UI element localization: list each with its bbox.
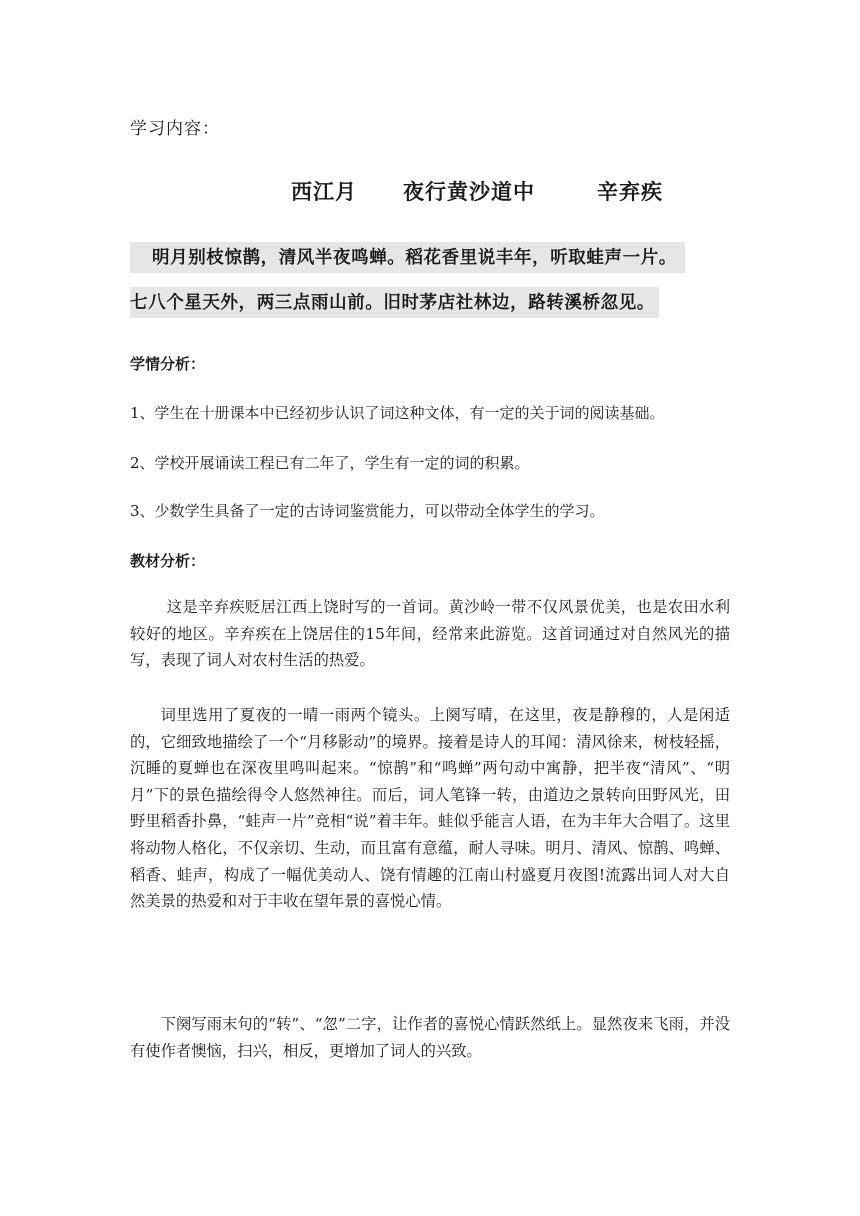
- learning-analysis-item: 2、学校开展诵读工程已有二年了，学生有一定的词的积累。: [130, 454, 530, 472]
- material-paragraph: 这是辛弃疾贬居江西上饶时写的一首词。黄沙岭一带不仅风景优美，也是农田水利较好的地区。辛弃疾在上饶居住的15年间，经常来此游览。这首词通过对自然风光的描写，表现了词人对农村生活的热爱。: [130, 598, 730, 670]
- material-paragraph: 词里选用了夏夜的一晴一雨两个镜头。上阕写晴，在这里，夜是静穆的，人是闲适的，它细致地描绘了一个“月移影动”的境界。接着是诗人的耳闻：清风徐来，树枝轻摇，沉睡的夏蝉也在深夜里鸣叫起来。“惊鹊”和“鸣蝉”两句动中寓静，把半夜“清风”、“明月”下的景色描绘得令人悠然神往。而后，词人笔锋一转，由道边之景转向田野风光，田野里稻香扑鼻，“蛙声一片”竞相“说”着丰年。蛙似乎能言人语，在为丰年大合唱了。这里将动物人格化，不仅亲切、生动，而且富有意蕴，耐人寻味。明月、清风、惊鹊、鸣蝉、稻香、蛙声，构成了一幅优美动人、饶有情趣的江南山村盛夏月夜图!流露出词人对大自然美景的热爱和对于丰收在望年景的喜悦心情。: [130, 706, 730, 911]
- learning-analysis-heading: 学情分析：: [130, 355, 206, 373]
- poem-author: 辛弃疾: [597, 179, 663, 204]
- material-paragraph: 下阕写雨末句的“转”、“忽”二字，让作者的喜悦心情跃然纸上。显然夜来飞雨，并没有使作者懊恼，扫兴，相反，更增加了词人的兴致。: [130, 1015, 730, 1060]
- poem-line-2: 七八个星天外，两三点雨山前。旧时茅店社林边，路转溪桥忽见。: [130, 287, 659, 318]
- material-analysis-heading: 教材分析：: [130, 552, 206, 570]
- learning-analysis-item: 3、少数学生具备了一定的古诗词鉴赏能力，可以带动全体学生的学习。: [130, 502, 605, 520]
- poem-line-1: 明月别枝惊鹊，清风半夜鸣蝉。稻花香里说丰年，听取蛙声一片。: [130, 242, 685, 273]
- study-content-heading: 学习内容：: [130, 119, 220, 139]
- poem-subtitle: 夜行黄沙道中: [403, 179, 535, 204]
- learning-analysis-item: 1、学生在十册课本中已经初步认识了词这种文体，有一定的关于词的阅读基础。: [130, 404, 665, 422]
- poem-title: 西江月: [291, 179, 357, 204]
